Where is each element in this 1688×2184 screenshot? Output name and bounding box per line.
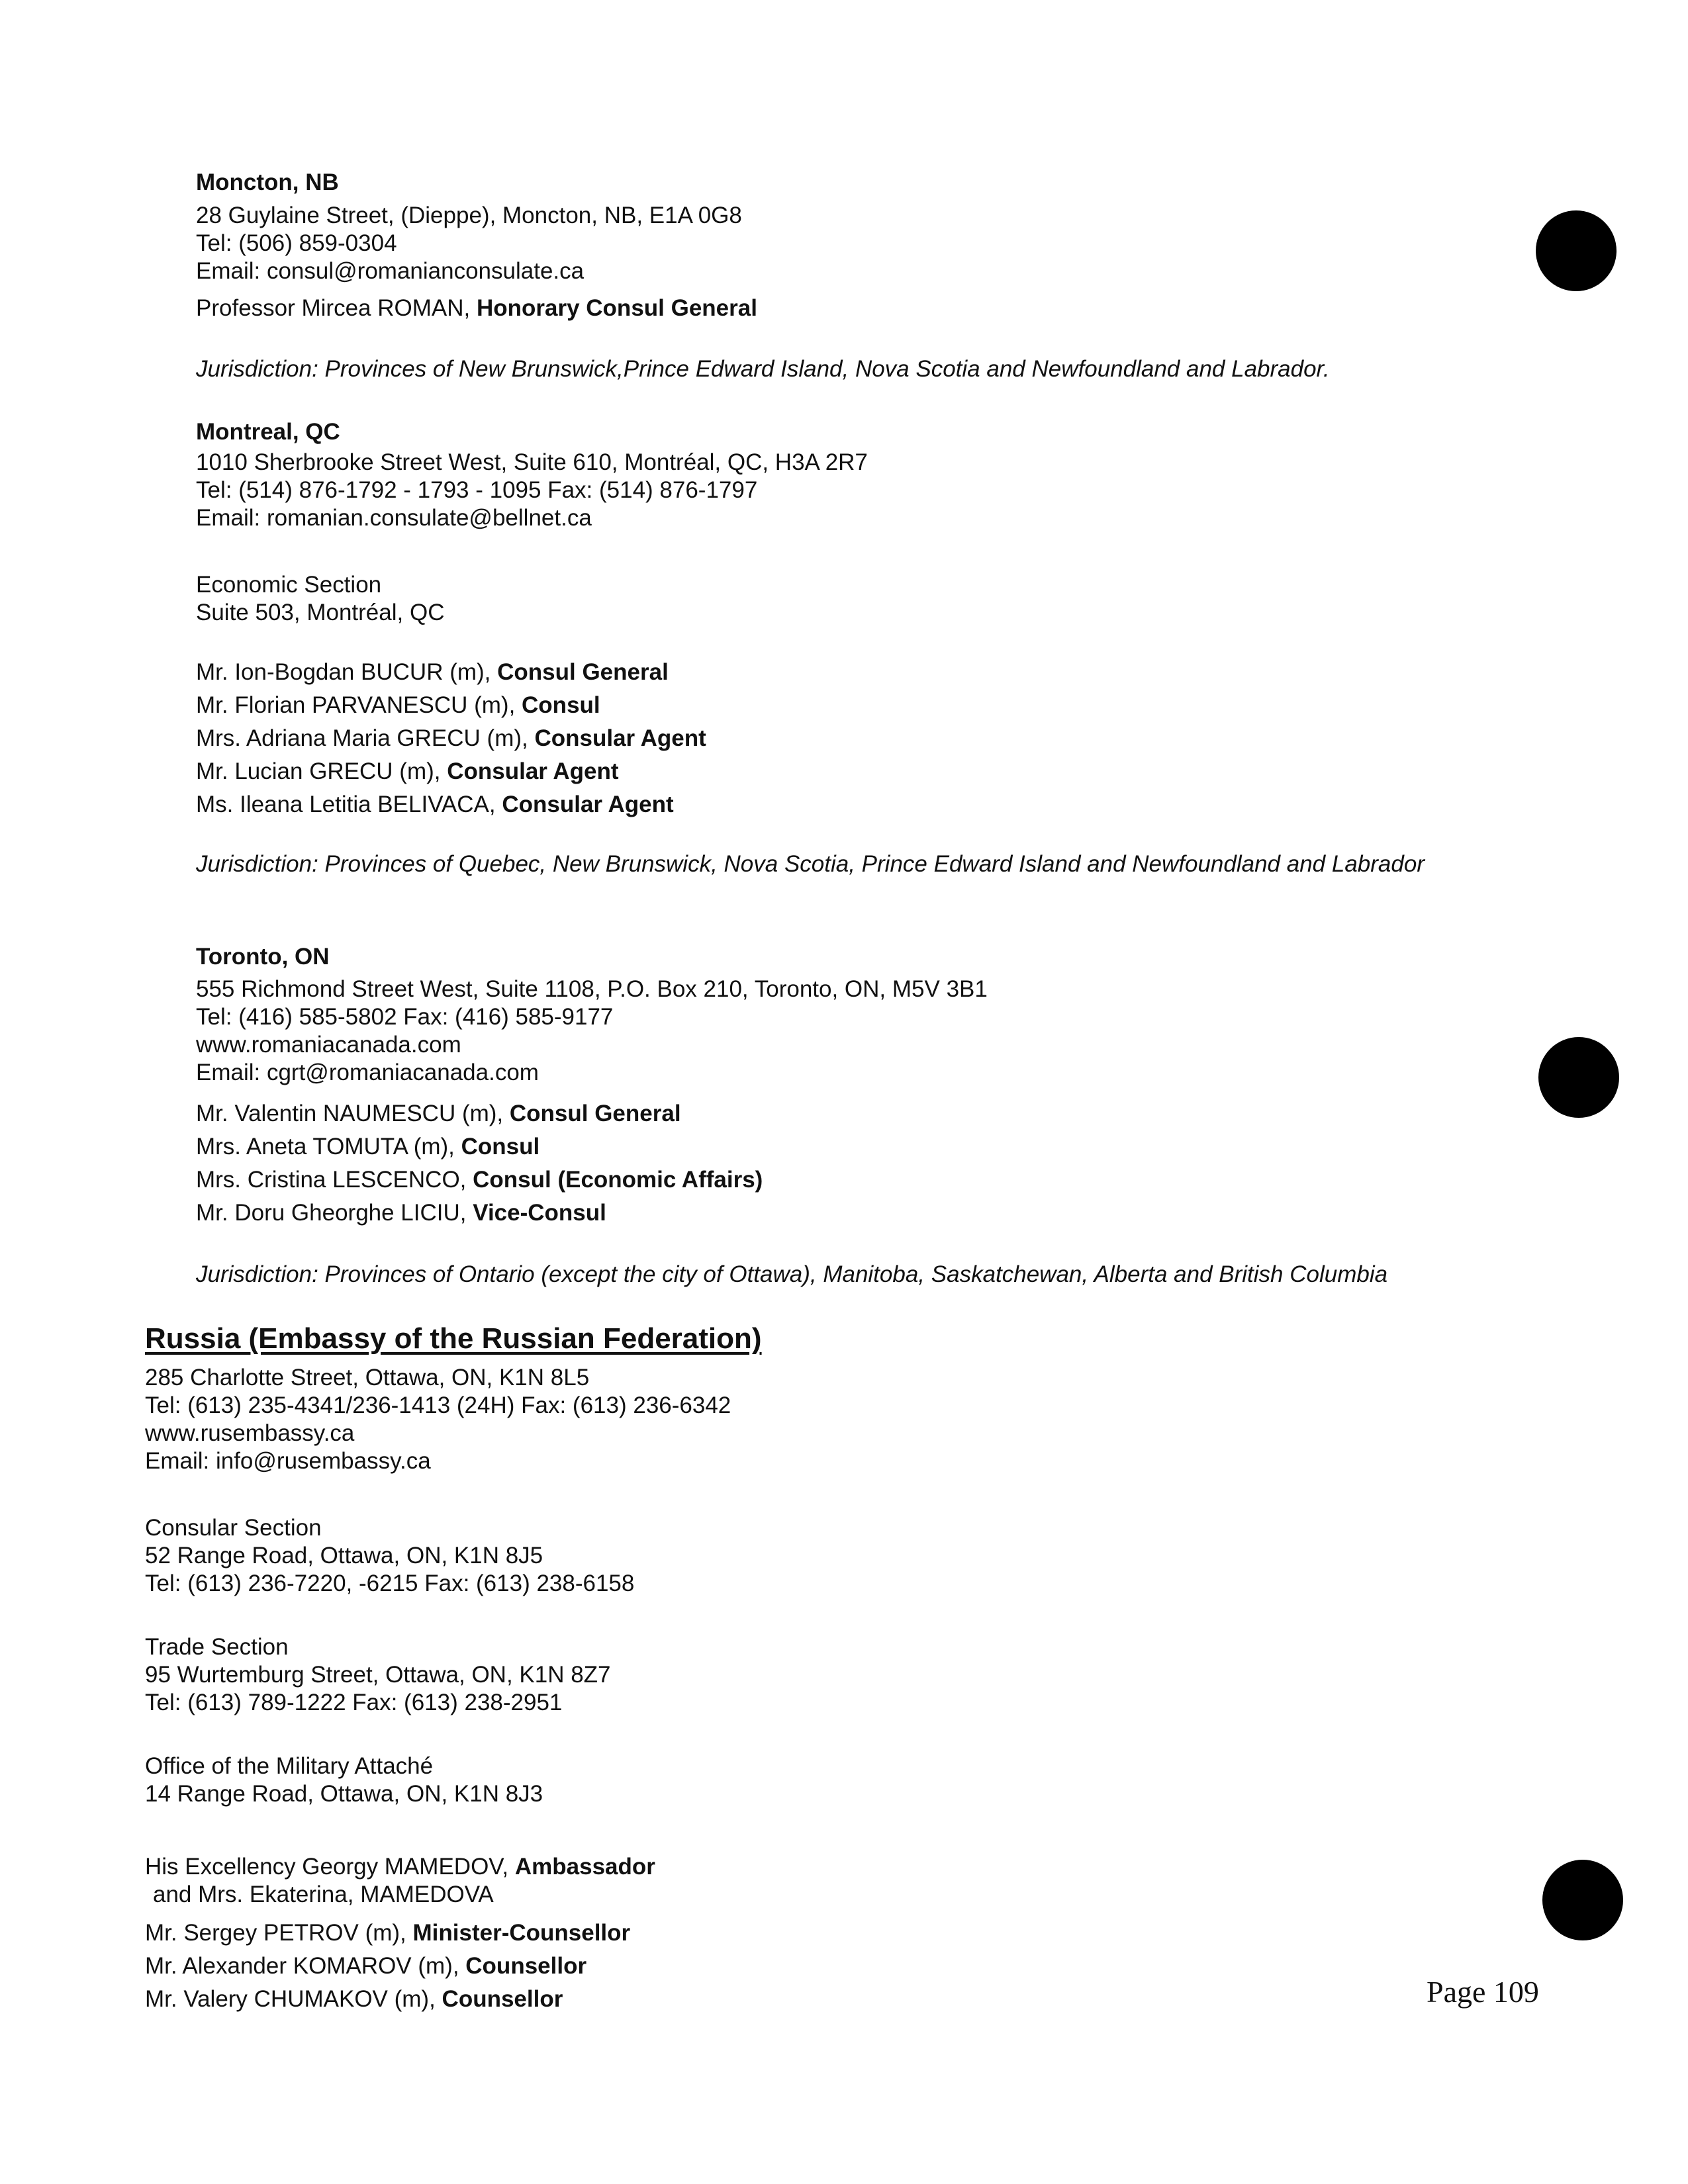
russia-military-address: 14 Range Road, Ottawa, ON, K1N 8J3 (145, 1781, 543, 1807)
toronto-staff-0 (196, 1100, 681, 1128)
staff-name: His Excellency Georgy MAMEDOV, (145, 1854, 515, 1880)
staff-name: Mr. Ion-Bogdan BUCUR (m), (196, 659, 498, 685)
moncton-city: Moncton, NB (196, 169, 339, 195)
montreal-staff-0 (196, 659, 669, 686)
moncton-address: 28 Guylaine Street, (Dieppe), Moncton, NB, E1A 0G8 (196, 203, 742, 228)
montreal-staff-1 (196, 692, 600, 719)
russia-consular-name: Consular Section (145, 1515, 322, 1541)
staff-title: Counsellor (442, 1986, 563, 2012)
moncton-email: Email: consul@romanianconsulate.ca (196, 258, 585, 284)
toronto-web: www.romaniacanada.com (196, 1032, 461, 1058)
russia-address: 285 Charlotte Street, Ottawa, ON, K1N 8L5 (145, 1365, 590, 1390)
staff-name: Mr. Florian PARVANESCU (m), (196, 692, 522, 718)
russia-consular-address: 52 Range Road, Ottawa, ON, K1N 8J5 (145, 1543, 543, 1569)
staff-name: Mr. Valentin NAUMESCU (m), (196, 1101, 510, 1126)
staff-name: Mrs. Adriana Maria GRECU (m), (196, 725, 535, 751)
montreal-jurisdiction: Jurisdiction: Provinces of Quebec, New Brunswick, Nova Scotia, Prince Edward Island and Newfoundland and Labrador (196, 851, 1425, 877)
montreal-staff-2 (196, 725, 706, 752)
russia-ambassador-spouse: and Mrs. Ekaterina, MAMEDOVA (153, 1882, 494, 1907)
staff-title: Counsellor (465, 1953, 587, 1979)
russia-heading: Russia (Embassy of the Russian Federation) (145, 1322, 762, 1355)
staff-title: Consul (461, 1134, 540, 1160)
montreal-address: 1010 Sherbrooke Street West, Suite 610, Montréal, QC, H3A 2R7 (196, 449, 868, 475)
toronto-tel: Tel: (416) 585-5802 Fax: (416) 585-9177 (196, 1004, 614, 1030)
montreal-section-name: Economic Section (196, 572, 382, 598)
montreal-tel: Tel: (514) 876-1792 - 1793 - 1095 Fax: (514) 876-1797 (196, 477, 758, 503)
montreal-section-address: Suite 503, Montréal, QC (196, 600, 445, 625)
moncton-staff-0 (196, 295, 757, 322)
staff-name: Mr. Lucian GRECU (m), (196, 758, 447, 784)
toronto-staff-3 (196, 1199, 606, 1227)
staff-title: Consul (522, 692, 600, 718)
toronto-address: 555 Richmond Street West, Suite 1108, P.O. Box 210, Toronto, ON, M5V 3B1 (196, 976, 988, 1002)
montreal-staff-4 (196, 791, 674, 819)
toronto-email: Email: cgrt@romaniacanada.com (196, 1060, 539, 1085)
staff-title: Ambassador (514, 1854, 655, 1880)
staff-title: Consul (Economic Affairs) (473, 1167, 763, 1193)
russia-ambassador (145, 1853, 655, 1881)
toronto-staff-1 (196, 1133, 539, 1161)
page-number: Page 109 (1427, 1975, 1539, 2009)
staff-title: Consular Agent (502, 792, 674, 817)
punch-hole-bottom (1542, 1860, 1623, 1940)
russia-military-name: Office of the Military Attaché (145, 1753, 434, 1779)
montreal-staff-3 (196, 758, 619, 786)
staff-title: Minister-Counsellor (412, 1920, 631, 1946)
staff-title: Consular Agent (447, 758, 619, 784)
staff-title: Vice-Consul (473, 1200, 606, 1226)
staff-name: Ms. Ileana Letitia BELIVACA, (196, 792, 502, 817)
staff-name: Mr. Valery CHUMAKOV (m), (145, 1986, 442, 2012)
moncton-jurisdiction: Jurisdiction: Provinces of New Brunswick,Prince Edward Island, Nova Scotia and Newfoundland and Labrador. (196, 356, 1330, 382)
russia-consular-tel: Tel: (613) 236-7220, -6215 Fax: (613) 238-6158 (145, 1570, 635, 1596)
russia-staff-2 (145, 1985, 563, 2013)
toronto-staff-2 (196, 1166, 763, 1194)
staff-title: Consul General (509, 1101, 681, 1126)
staff-name: Mr. Sergey PETROV (m), (145, 1920, 413, 1946)
staff-name: Mr. Alexander KOMAROV (m), (145, 1953, 466, 1979)
russia-trade-address: 95 Wurtemburg Street, Ottawa, ON, K1N 8Z7 (145, 1662, 611, 1688)
toronto-city: Toronto, ON (196, 944, 330, 970)
staff-name: Mrs. Cristina LESCENCO, (196, 1167, 473, 1193)
punch-hole-middle (1538, 1037, 1619, 1118)
montreal-city: Montreal, QC (196, 419, 340, 445)
russia-trade-name: Trade Section (145, 1634, 289, 1660)
staff-title: Consul General (497, 659, 669, 685)
russia-web: www.rusembassy.ca (145, 1420, 355, 1446)
russia-tel: Tel: (613) 235-4341/236-1413 (24H) Fax: (613) 236-6342 (145, 1392, 731, 1418)
punch-hole-top (1536, 210, 1617, 291)
russia-trade-tel: Tel: (613) 789-1222 Fax: (613) 238-2951 (145, 1690, 563, 1715)
russia-staff-0 (145, 1919, 630, 1947)
staff-name: Mrs. Aneta TOMUTA (m), (196, 1134, 461, 1160)
staff-title: Consular Agent (534, 725, 706, 751)
staff-name: Professor Mircea ROMAN, (196, 295, 477, 321)
russia-email: Email: info@rusembassy.ca (145, 1448, 431, 1474)
moncton-tel: Tel: (506) 859-0304 (196, 230, 397, 256)
staff-title: Honorary Consul General (476, 295, 757, 321)
montreal-email: Email: romanian.consulate@bellnet.ca (196, 505, 592, 531)
russia-staff-1 (145, 1952, 586, 1980)
staff-name: Mr. Doru Gheorghe LICIU, (196, 1200, 473, 1226)
toronto-jurisdiction: Jurisdiction: Provinces of Ontario (except the city of Ottawa), Manitoba, Saskatchewan, Alberta and British Columbia (196, 1261, 1388, 1287)
